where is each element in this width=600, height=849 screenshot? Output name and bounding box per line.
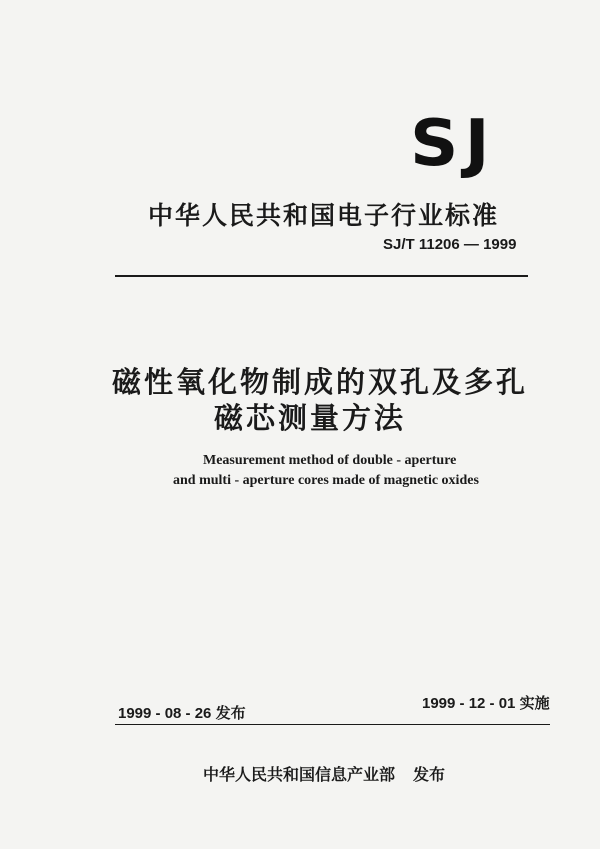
standard-number: SJ/T 11206 — 1999 [383, 236, 517, 253]
implementation-date: 1999 - 12 - 01 实施 [422, 695, 550, 712]
footer-divider [115, 724, 550, 725]
industry-standard-heading: 中华人民共和国电子行业标准 [148, 201, 500, 230]
sj-logo: SJ [409, 107, 496, 181]
publisher-name: 中华人民共和国信息产业部 [203, 765, 396, 784]
title-en-line-2: and multi - aperture cores made of magnetic oxides [173, 473, 479, 488]
title-cn-line-1: 磁性氧化物制成的双孔及多孔 [111, 365, 528, 399]
title-en-line-1: Measurement method of double - aperture [203, 453, 457, 468]
publisher-line [203, 762, 445, 785]
title-cn-line-2: 磁芯测量方法 [213, 401, 406, 435]
issue-date: 1999 - 08 - 26 发布 [118, 705, 246, 722]
header-divider [115, 275, 528, 277]
publisher-verb: 发布 [413, 765, 446, 784]
